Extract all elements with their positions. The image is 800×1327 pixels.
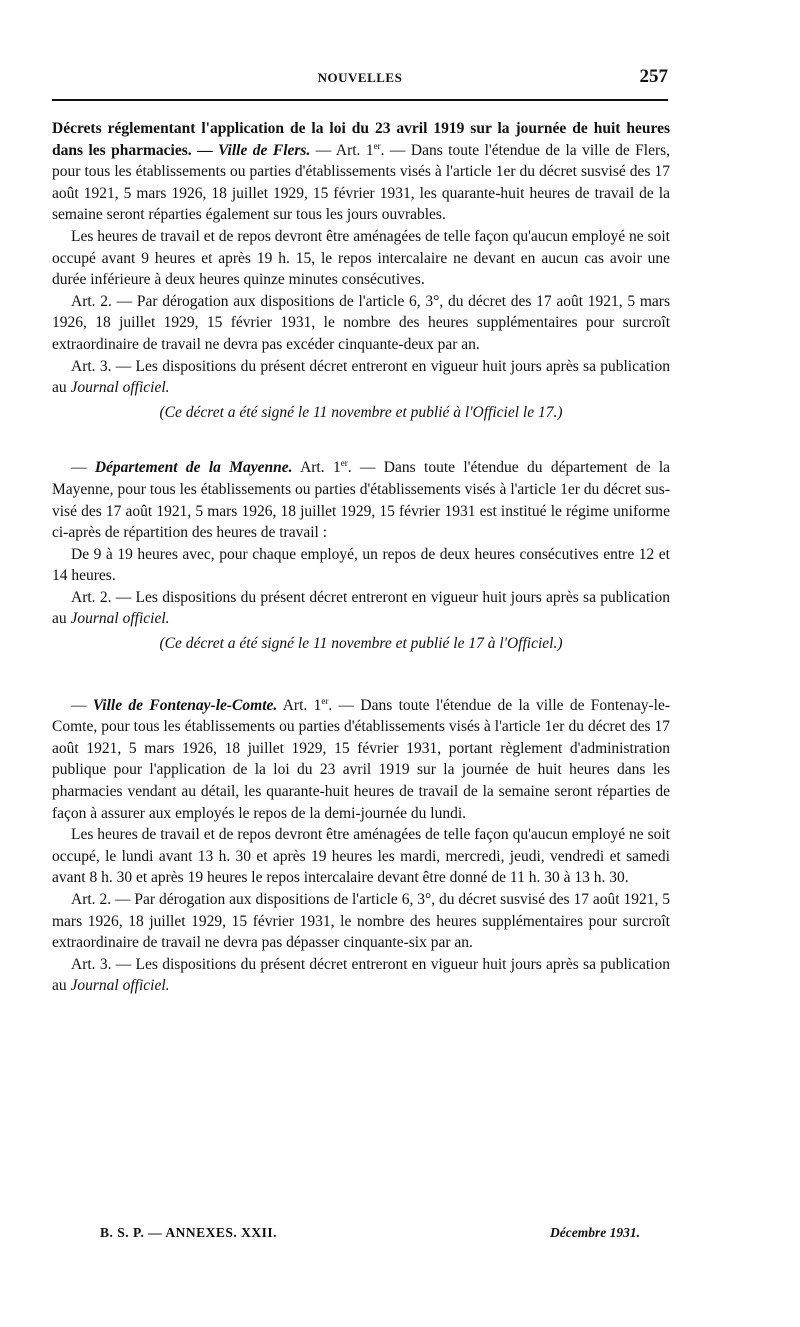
section-spacer <box>52 423 670 457</box>
art1-text: . — Dans toute l'étendue du département de la Mayenne, pour tous les établissements ou parties d'établissements visés à l'article 1er du décret sus-visé des 17 août 1921, 5 mars 1926, 18 juillet 1929, 15 février 1931 est institué le régime uniforme ci-après de répartition des heures de travail : <box>52 459 670 542</box>
page-number: 257 <box>639 66 668 87</box>
dash: — <box>71 459 95 477</box>
art3-text: Art. 3. — Les dispositions du présent décret entreront en vigueur huit jours après sa publication au <box>52 357 670 397</box>
decree-fontenay-art1 <box>52 695 670 825</box>
decree-flers-art1 <box>52 118 670 226</box>
art1-text: . — Dans toute l'étendue de la ville de Fontenay-le-Comte, pour tous les établissements ou parties d'établissements visés à l'article 1er du décret des 17 août 1921, 5 mars 1926, 18 juillet 1929, 15 février 1931, portant règlement d'administration publique pour l'application de la loi du 23 avril 1919 sur la journée de huit heures dans les pharmacies vendant au détail, les quarante-huit heures de travail de la semaine seront réparties de façon à assurer aux employés le repos de la demi-journée du lundi. <box>52 696 670 822</box>
art1-sup: er <box>321 695 329 706</box>
running-head-title: NOUVELLES <box>317 70 403 85</box>
decree-fontenay-para2: Les heures de travail et de repos devront être aménagées de telle façon qu'aucun employé ne soit occupé, le lundi avant 13 h. 30 et après 19 heures les mardi, mercredi, jeudi, vendredi et samedi avant 8 h. 30 et après 19 heures le repos intercalaire devant être donné de 11 h. 30 à 13 h. 30. <box>52 826 670 887</box>
decree-flers-note: (Ce décret a été signé le 11 novembre et publié à l'Officiel le 17.) <box>159 403 563 421</box>
decree-mayenne-note: (Ce décret a été signé le 11 novembre et publié le 17 à l'Officiel.) <box>159 635 563 653</box>
page-footer <box>100 1225 640 1247</box>
article-body <box>52 118 670 997</box>
journal-officiel: Journal officiel. <box>70 610 170 628</box>
locality-flers: Ville de Flers. <box>218 141 311 159</box>
journal-officiel: Journal officiel. <box>70 977 170 995</box>
decree-mayenne-para2: De 9 à 19 heures avec, pour chaque employé, un repos de deux heures consécutives entre 12 et 14 heures. <box>52 545 670 585</box>
art1-sup: er <box>340 458 348 469</box>
art3-text: Art. 3. — Les dispositions du présent décret entreront en vigueur huit jours après sa publication au <box>52 955 670 995</box>
header-rule <box>52 99 668 101</box>
decree-flers-art2: Art. 2. — Par dérogation aux dispositions de l'article 6, 3°, du décret des 17 août 1921, 5 mars 1926, 18 juillet 1929, 15 février 1931, le nombre des heures supplémentaires pour surcroît extraordinaire de travail ne devra pas excéder cinquante-deux par an. <box>52 292 670 353</box>
dash: — <box>71 696 93 714</box>
section-spacer <box>52 655 670 695</box>
decree-flers-art3 <box>52 356 670 399</box>
art1-text: . — Dans toute l'étendue de la ville de Flers, pour tous les établissements ou parties d'établissements visés à l'article 1er du décret susvisé des 17 août 1921, 5 mars 1926, 18 juillet 1929, 15 février 1931, les quarante-huit heures de travail de la semaine seront réparties également sur tous les jours ouvrables. <box>52 141 671 224</box>
decree-fontenay-art2: Art. 2. — Par dérogation aux dispositions de l'article 6, 3°, du décret susvisé des 17 août 1921, 5 mars 1926, 18 juillet 1929, 15 février 1931, le nombre des heures supplémentaires pour surcroît extraordinaire de travail ne devra pas dépasser cinquante-six par an. <box>52 891 670 952</box>
locality-fontenay: Ville de Fontenay-le-Comte. <box>92 696 278 714</box>
journal-officiel: Journal officiel. <box>70 379 170 397</box>
art1-label: Art. 1 <box>292 459 341 477</box>
main-heading: Décrets réglementant l'application de la loi du 23 avril 1919 sur la journée de huit heures dans les pharmacies. — <box>52 120 670 159</box>
footer-date: Décembre 1931. <box>550 1225 640 1240</box>
art1-sup: er <box>373 140 381 151</box>
locality-mayenne: Département de la Mayenne. <box>94 459 293 477</box>
art2-text: Art. 2. — Les dispositions du présent décret entreront en vigueur huit jours après sa publication au <box>52 588 670 628</box>
decree-mayenne-art1 <box>52 457 670 543</box>
footer-reference: B. S. P. — ANNEXES. XXII. <box>100 1225 278 1240</box>
decree-flers-para2: Les heures de travail et de repos devront être aménagées de telle façon qu'aucun employé ne soit occupé avant 9 heures et après 19 h. 15, le repos intercalaire ne devant en aucun cas avoir une durée inférieure à deux heures quinze minutes consécutives. <box>52 227 670 289</box>
art1-label: — Art. 1 <box>315 141 374 159</box>
art1-label: Art. 1 <box>277 696 322 714</box>
running-head <box>52 66 668 92</box>
decree-mayenne-art2 <box>52 587 670 630</box>
decree-fontenay-art3 <box>52 954 670 997</box>
